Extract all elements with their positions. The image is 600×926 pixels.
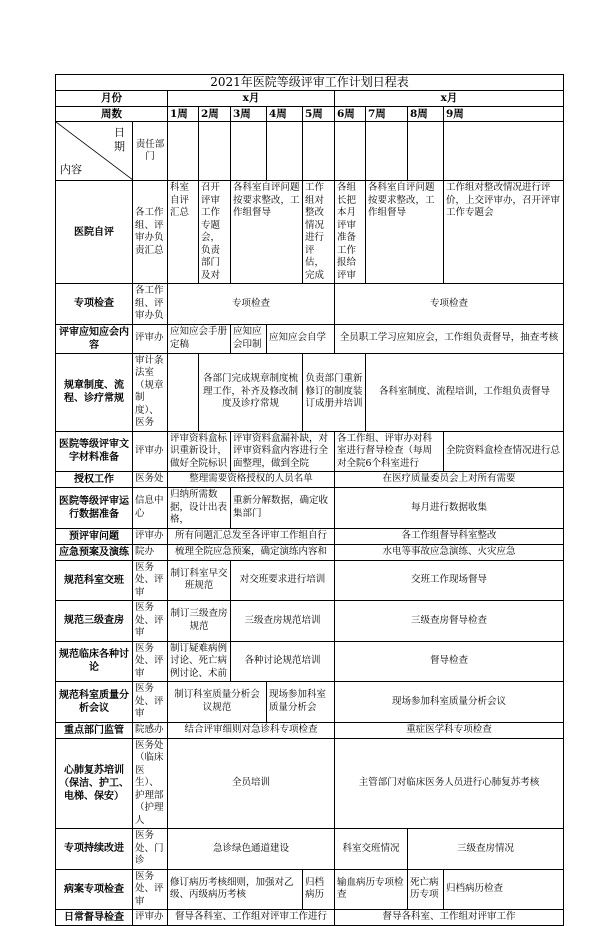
- cell: 水电等事故应急演练、火灾应急: [335, 544, 564, 560]
- row-item: 日常督导检查: [56, 910, 133, 926]
- cell: 输血病历专项检查: [335, 869, 408, 910]
- cell: 工作组对整改情况进行评价，上交评审办，召开评审工作专题会: [444, 181, 564, 284]
- month-b: x月: [335, 91, 564, 107]
- cell: 归档病历: [303, 869, 335, 910]
- cell: 各种讨论规范培训: [231, 641, 335, 682]
- row-item: 预评审问题: [56, 528, 133, 544]
- row-item: 心肺复苏培训（保洁、护工、电梯、保安）: [56, 738, 133, 829]
- cell: 科室自评汇总: [168, 181, 199, 284]
- cell: 制订科室早交班规范: [168, 560, 231, 601]
- cell: 归纳所需数据，设计出表格，: [168, 488, 231, 529]
- week-label: 周数: [56, 106, 168, 122]
- row-dept: 信息中心: [133, 488, 168, 529]
- table-row: [56, 722, 564, 738]
- cell: 工作组对整改情况进行评估，完成: [303, 181, 335, 284]
- cell: 专项检查: [168, 284, 335, 325]
- table-row: [56, 431, 564, 472]
- table-row: [56, 528, 564, 544]
- table-row: [56, 353, 564, 431]
- table-row: [56, 869, 564, 910]
- cell: 各组长把本月评审准备工作报给评审: [335, 181, 366, 284]
- row-dept: 评审办: [133, 431, 168, 472]
- cell: 应知应会印制: [231, 324, 267, 353]
- row-item: 规范临床各种讨论: [56, 641, 133, 682]
- row-dept: 各工作组、评审办负: [133, 284, 168, 325]
- table-row: [56, 488, 564, 529]
- cell: 制订科室质量分析会议规范: [168, 682, 267, 723]
- cell: 各工作组、评审办对科室进行督导检查（每周对全院6个科室进行: [335, 431, 444, 472]
- row-item: 医院等级评审文字材料准备: [56, 431, 133, 472]
- schedule-table: [55, 74, 564, 926]
- row-item: 医院自评: [56, 181, 133, 284]
- cell: 现场参加科室质量分析会议: [335, 682, 564, 723]
- row-dept: 审计条法室（规章制度）、医务: [133, 353, 168, 431]
- week-7: 7周: [366, 106, 408, 122]
- cell: 应知应会手册定稿: [168, 324, 231, 353]
- cell: 督导检查: [335, 641, 564, 682]
- diagonal-header-cell: [56, 122, 133, 181]
- cell: 各部门完成规章制度梳理工作，补齐及修改制度及诊疗常规: [199, 353, 303, 431]
- cell: 三级查房规范培训: [231, 601, 335, 642]
- row-dept: 医务处、评审: [133, 682, 168, 723]
- table-title: 2021年医院等级评审工作计划日程表: [56, 75, 564, 91]
- cell: 评审资料盒漏补缺，对评审资料盒内容进行全面整理，做到全院: [231, 431, 335, 472]
- week-6: 6周: [335, 106, 366, 122]
- row-dept: 医务处、评审: [133, 601, 168, 642]
- cell: 重症医学科专项检查: [335, 722, 564, 738]
- row-dept: 医务处: [133, 472, 168, 488]
- month-label: 月份: [56, 91, 168, 107]
- cell: 全员培训: [168, 738, 335, 829]
- row-item: 规范科室质量分析会议: [56, 682, 133, 723]
- row-item: 重点部门监管: [56, 722, 133, 738]
- cell: 制订三级查房规范: [168, 601, 231, 642]
- cell: 三级查房督导检查: [335, 601, 564, 642]
- row-item: 规范三级查房: [56, 601, 133, 642]
- row-dept: 院感办: [133, 722, 168, 738]
- cell: 制订疑难病例讨论、死亡病例讨论、术前: [168, 641, 231, 682]
- table-row: [56, 560, 564, 601]
- row-item: 规章制度、流程、诊疗常规: [56, 353, 133, 431]
- table-row: [56, 829, 564, 870]
- cell: 急诊绿色通道建设: [168, 829, 335, 870]
- week-2: 2周: [199, 106, 231, 122]
- row-dept: 评审办: [133, 324, 168, 353]
- cell: 各科室自评问题按要求整改，工作组督导: [231, 181, 303, 284]
- cell: 整理需要资格授权的人员名单: [168, 472, 335, 488]
- cell: 各工作组督导科室整改: [335, 528, 564, 544]
- cell: 督导各科室、工作组对评审工作: [335, 910, 564, 926]
- table-row: [56, 472, 564, 488]
- cell: 督导各科室、工作组对评审工作进行: [168, 910, 335, 926]
- cell: 各科室自评问题按要求整改，工作组督导: [366, 181, 444, 284]
- row-dept: 医务处、评审: [133, 560, 168, 601]
- row-dept: 医务处、评审: [133, 641, 168, 682]
- row-dept: 医务处、评审: [133, 869, 168, 910]
- cell: 所有问题汇总发至各评审工作组自行: [168, 528, 335, 544]
- cell: 三级查房情况: [408, 829, 564, 870]
- row-dept: 评审办: [133, 910, 168, 926]
- table-row: [56, 601, 564, 642]
- row-dept: 医务处（临床医生）、护理部（护理人: [133, 738, 168, 829]
- cell: 梳理全院应急预案，确定演练内容和: [168, 544, 335, 560]
- cell: 对交班要求进行培训: [231, 560, 335, 601]
- row-item: 授权工作: [56, 472, 133, 488]
- cell: 主管部门对临床医务人员进行心肺复苏考核: [335, 738, 564, 829]
- table-row: [56, 181, 564, 284]
- cell: 交班工作现场督导: [335, 560, 564, 601]
- cell: 归档病历检查: [444, 869, 564, 910]
- cell: 现场参加科室质量分析会: [267, 682, 335, 723]
- table-row: [56, 682, 564, 723]
- table-row: [56, 910, 564, 926]
- row-dept: 各工作组、评审办负责汇总: [133, 181, 168, 284]
- row-item: 专项检查: [56, 284, 133, 325]
- cell: 评审资料盒标识重新设计，做好全院标识: [168, 431, 231, 472]
- week-8: 8周: [408, 106, 444, 122]
- table-row: [56, 544, 564, 560]
- week-5: 5周: [303, 106, 335, 122]
- cell: 死亡病历专项: [408, 869, 444, 910]
- week-1: 1周: [168, 106, 199, 122]
- week-3: 3周: [231, 106, 267, 122]
- table-row: [56, 641, 564, 682]
- month-a: x月: [168, 91, 335, 107]
- row-dept: 医务处、门诊: [133, 829, 168, 870]
- diag-content: 内容: [60, 162, 82, 176]
- row-dept: 院办: [133, 544, 168, 560]
- week-4: 4周: [267, 106, 303, 122]
- row-item: 医院等级评审运行数据准备: [56, 488, 133, 529]
- cell: 专项检查: [335, 284, 564, 325]
- table-row: [56, 738, 564, 829]
- cell: 在医疗质量委员会上对所有需要: [335, 472, 564, 488]
- cell: 负责部门重新修订的制度装订成册并培训: [303, 353, 366, 431]
- row-dept: 评审办: [133, 528, 168, 544]
- cell: [168, 353, 199, 431]
- row-item: 病案专项检查: [56, 869, 133, 910]
- cell: 结合评审细则对急诊科专项检查: [168, 722, 335, 738]
- row-item: 评审应知应会内容: [56, 324, 133, 353]
- week-9: 9周: [444, 106, 564, 122]
- dept-label: 责任部门: [133, 122, 168, 181]
- row-item: 应急预案及演练: [56, 544, 133, 560]
- cell: 重新分解数据，确定收集部门: [231, 488, 335, 529]
- table-row: [56, 284, 564, 325]
- cell: 全院资料盒检查情况进行总: [444, 431, 564, 472]
- cell: 召开评审工作专题会，负责部门及对: [199, 181, 231, 284]
- cell: 各科室制度、流程培训，工作组负责督导: [366, 353, 564, 431]
- cell: 全员职工学习应知应会，工作组负责督导，抽查考核: [335, 324, 564, 353]
- row-item: 专项持续改进: [56, 829, 133, 870]
- cell: 应知应会自学: [267, 324, 335, 353]
- diag-date: 日期: [114, 126, 125, 153]
- table-row: [56, 324, 564, 353]
- cell: 科室交班情况: [335, 829, 408, 870]
- cell: 每月进行数据收集: [335, 488, 564, 529]
- row-item: 规范科室交班: [56, 560, 133, 601]
- cell: 修订病历考核细则，加强对乙级、丙级病历考核: [168, 869, 303, 910]
- schedule-sheet: [55, 74, 563, 923]
